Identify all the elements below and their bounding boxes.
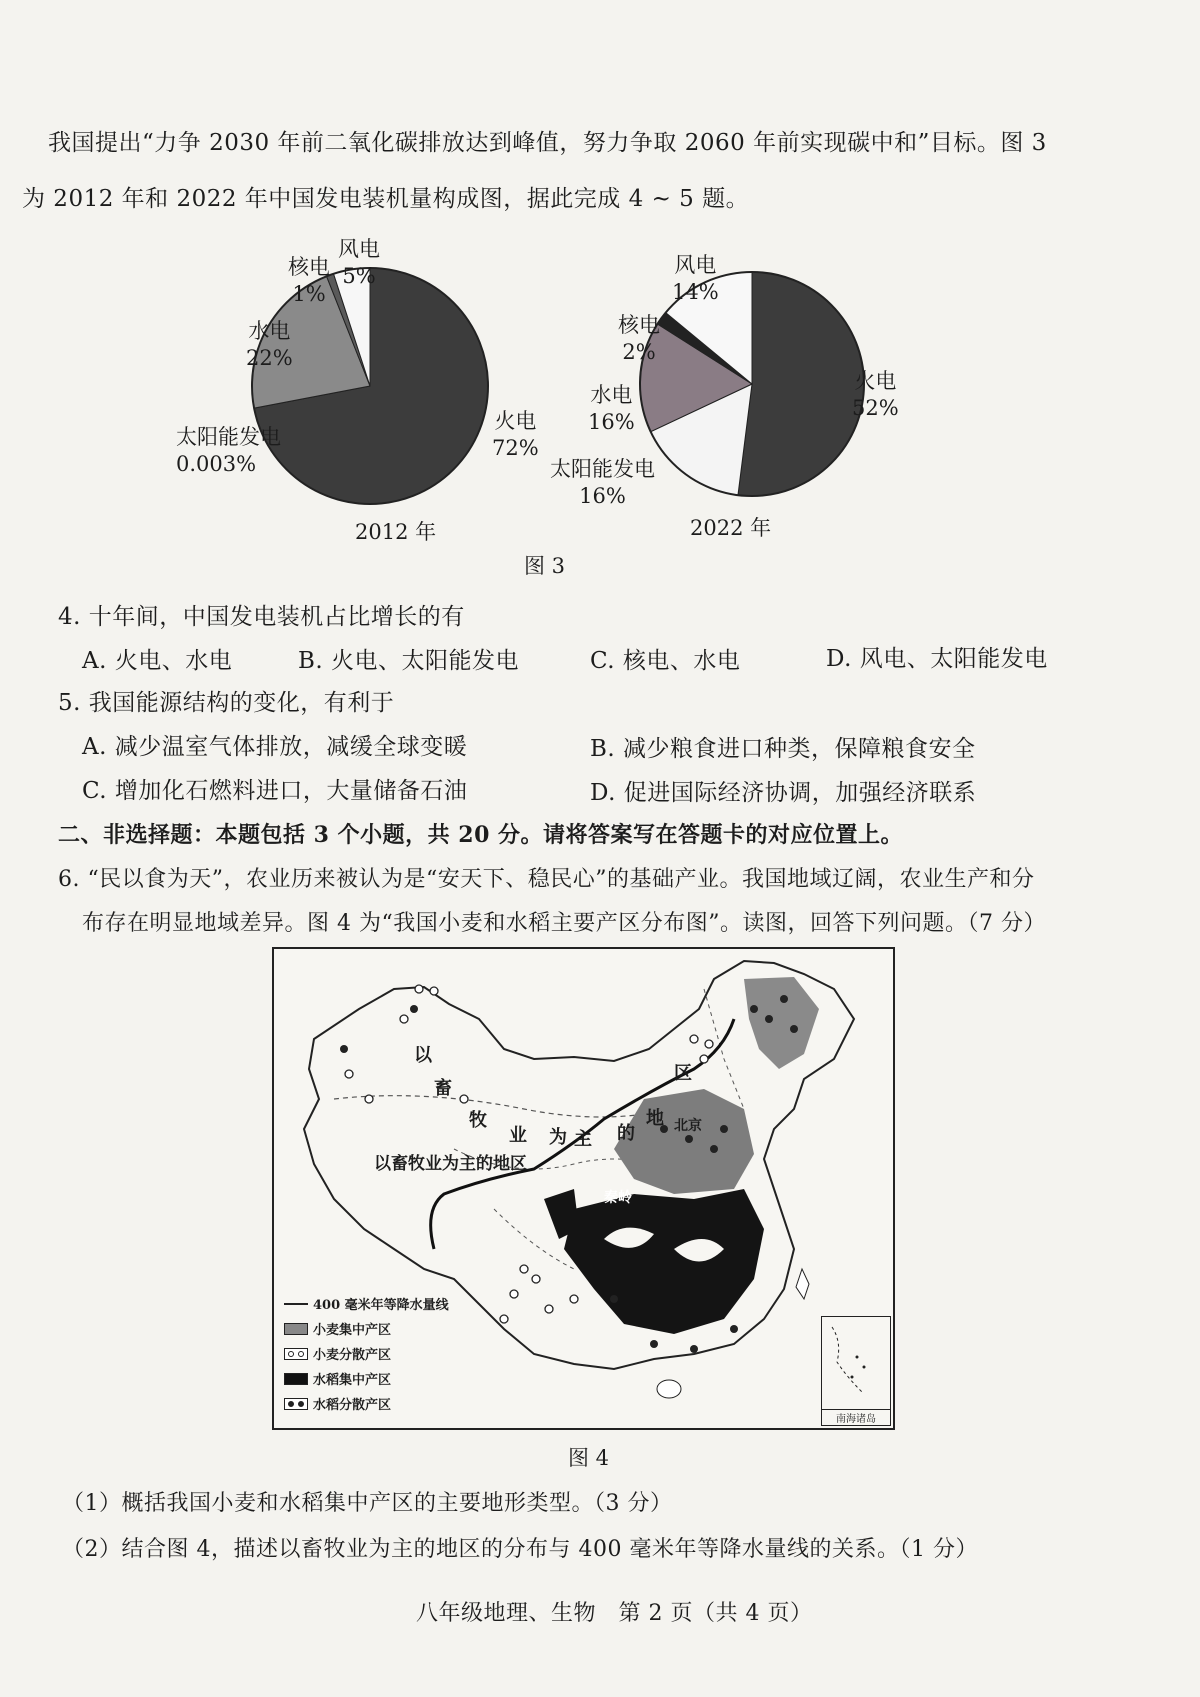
map-arc-char-3: 牧 — [469, 1110, 487, 1131]
label-thermal-2012: 火电 72% — [492, 409, 539, 460]
intro-line-2: 为 2012 年和 2022 年中国发电装机量构成图，据此完成 4 ~ 5 题。 — [22, 186, 750, 212]
q4-stem: 4. 十年间，中国发电装机占比增长的有 — [58, 604, 465, 630]
q6-sub-1: （1）概括我国小麦和水稻集中产区的主要地形类型。（3 分） — [62, 1491, 673, 1516]
legend-wheat-concentrated: 小麦集中产区 — [284, 1316, 449, 1341]
china-agriculture-map — [272, 947, 895, 1430]
label-hydro-2022: 水电 16% — [588, 383, 635, 434]
pie-slice-thermal-1 — [738, 272, 864, 496]
label-hydro-2012: 水电 22% — [246, 319, 293, 370]
legend-wheat-scattered: 小麦分散产区 — [284, 1341, 449, 1366]
label-wind-2022: 风电 14% — [672, 253, 719, 304]
pie-chart-2012 — [250, 266, 490, 506]
map-arc-char-8: 地 — [646, 1108, 664, 1129]
q5-stem: 5. 我国能源结构的变化，有利于 — [58, 690, 395, 716]
pie-title-2022: 2022 年 — [690, 516, 772, 540]
legend-isohyet: 400 毫米年等降水量线 — [284, 1291, 449, 1316]
map-city-beijing: 北京 — [674, 1118, 702, 1134]
q4-option-d: D. 风电、太阳能发电 — [826, 646, 1048, 672]
label-solar-2022: 太阳能发电 16% — [550, 457, 655, 508]
map-arc-char-2: 畜 — [434, 1078, 452, 1099]
inset-label: 南海诸岛 — [822, 1409, 890, 1425]
label-wind-2012: 风电 5% — [338, 237, 380, 288]
q5-option-b: B. 减少粮食进口种类，保障粮食安全 — [590, 736, 976, 762]
intro-line-1: 我国提出“力争 2030 年前二氧化碳排放达到峰值，努力争取 2060 年前实现碳中和”目标。图 3 — [48, 130, 1047, 156]
label-solar-2012: 太阳能发电 0.003% — [176, 425, 281, 476]
section-2-heading: 二、非选择题：本题包括 3 个小题，共 20 分。请将答案写在答题卡的对应位置上。 — [58, 822, 904, 848]
q5-option-d: D. 促进国际经济协调，加强经济联系 — [590, 780, 977, 806]
legend-rice-scattered: 水稻分散产区 — [284, 1391, 449, 1416]
pie-title-2012: 2012 年 — [355, 520, 437, 544]
q5-option-c: C. 增加化石燃料进口，大量储备石油 — [82, 778, 468, 804]
map-region-label: 以畜牧业为主的地区 — [374, 1154, 527, 1174]
q4-option-c: C. 核电、水电 — [590, 648, 741, 674]
q5-option-a: A. 减少温室气体排放，减缓全球变暖 — [82, 734, 468, 760]
map-arc-char-5: 为 — [549, 1127, 567, 1148]
map-arc-char-6: 主 — [574, 1129, 592, 1150]
label-thermal-2022: 火电 52% — [852, 369, 899, 420]
map-arc-char-4: 业 — [509, 1125, 527, 1146]
q6-sub-2: （2）结合图 4，描述以畜牧业为主的地区的分布与 400 毫米年等降水量线的关系。（1 分） — [62, 1537, 978, 1562]
map-arc-char-7: 的 — [617, 1123, 635, 1144]
map-arc-char-9: 区 — [674, 1063, 692, 1084]
map-legend — [284, 1291, 449, 1416]
q6-line-1: 6. “民以食为天”，农业历来被认为是“安天下、稳民心”的基础产业。我国地域辽阔，农业生产和分 — [58, 867, 1035, 892]
q6-line-2: 布存在明显地域差异。图 4 为“我国小麦和水稻主要产区分布图”。读图，回答下列问题。（7 分） — [82, 911, 1046, 936]
q4-option-b: B. 火电、太阳能发电 — [298, 648, 520, 674]
label-nuclear-2022: 核电 2% — [618, 313, 660, 364]
map-arc-char-1: 以 — [414, 1045, 432, 1066]
legend-rice-concentrated: 水稻集中产区 — [284, 1366, 449, 1391]
figure-4-caption: 图 4 — [568, 1446, 610, 1470]
page-footer: 八年级地理、生物 第 2 页（共 4 页） — [416, 1601, 813, 1626]
figure-3-caption: 图 3 — [524, 554, 566, 578]
label-nuclear-2012: 核电 1% — [288, 255, 330, 306]
q4-option-a: A. 火电、水电 — [82, 648, 233, 674]
map-mountain-qinling: 秦岭 — [604, 1190, 632, 1206]
south-china-sea-inset — [821, 1316, 891, 1426]
